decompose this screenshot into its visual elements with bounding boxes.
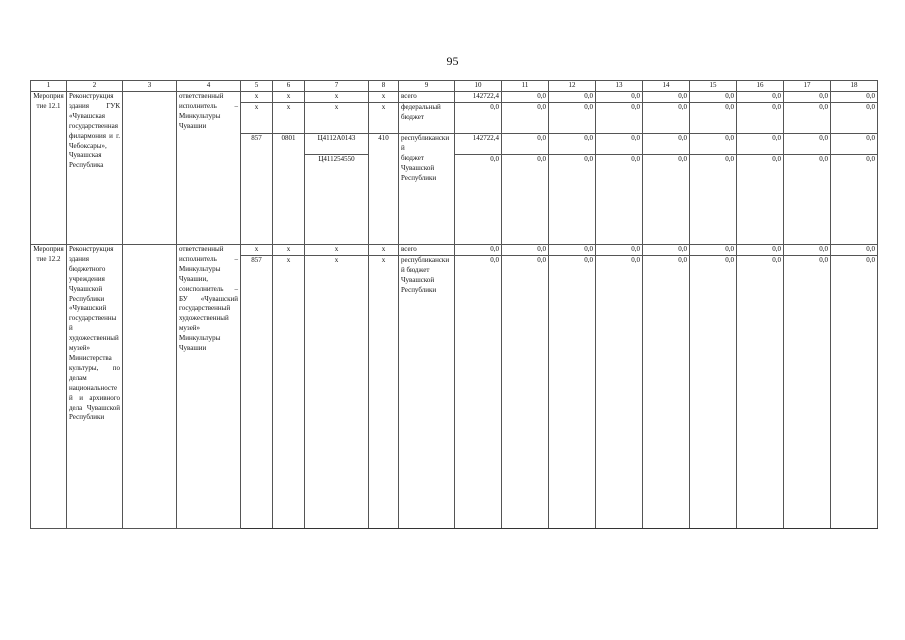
value-cell: 0,0 bbox=[690, 255, 737, 528]
cell: Ц411254550 bbox=[305, 154, 369, 245]
value-cell: 0,0 bbox=[502, 92, 549, 103]
value-cell: 0,0 bbox=[737, 245, 784, 256]
col-header: 14 bbox=[643, 81, 690, 92]
value-cell: 0,0 bbox=[690, 92, 737, 103]
cell: x bbox=[305, 255, 369, 528]
value-cell: 0,0 bbox=[643, 134, 690, 155]
value-cell: 0,0 bbox=[643, 245, 690, 256]
source-cell: всего bbox=[399, 245, 455, 256]
value-cell: 0,0 bbox=[737, 154, 784, 245]
source-cell: республиканский бюджет Чувашской Республики bbox=[399, 255, 455, 528]
budget-table bbox=[30, 80, 878, 529]
value-cell: 0,0 bbox=[502, 245, 549, 256]
value-cell: 0,0 bbox=[784, 103, 831, 134]
value-cell: 0,0 bbox=[784, 245, 831, 256]
value-cell: 0,0 bbox=[737, 255, 784, 528]
cell: x bbox=[369, 103, 399, 134]
value-cell: 0,0 bbox=[690, 134, 737, 155]
col-header: 17 bbox=[784, 81, 831, 92]
cell bbox=[369, 154, 399, 245]
value-cell: 0,0 bbox=[784, 92, 831, 103]
cell: x bbox=[369, 92, 399, 103]
col-header: 5 bbox=[241, 81, 273, 92]
value-cell: 0,0 bbox=[643, 154, 690, 245]
value-cell: 0,0 bbox=[831, 154, 878, 245]
cell: 410 bbox=[369, 134, 399, 155]
source-cell: бюджет Чувашской Республики bbox=[399, 154, 455, 245]
value-cell: 0,0 bbox=[690, 103, 737, 134]
header-row bbox=[31, 81, 878, 92]
value-cell: 0,0 bbox=[643, 103, 690, 134]
value-cell: 0,0 bbox=[455, 255, 502, 528]
value-cell: 0,0 bbox=[737, 92, 784, 103]
cell: x bbox=[241, 92, 273, 103]
value-cell: 0,0 bbox=[549, 92, 596, 103]
cell: x bbox=[369, 245, 399, 256]
value-cell: 0,0 bbox=[690, 154, 737, 245]
value-cell: 0,0 bbox=[643, 255, 690, 528]
col-header: 12 bbox=[549, 81, 596, 92]
value-cell: 0,0 bbox=[455, 245, 502, 256]
responsible-cell: ответственный исполнитель – Минкультуры Чувашии, соисполнитель – БУ «Чувашский государственный художественный музей» Минкультуры Чувашии bbox=[177, 245, 241, 529]
cell: x bbox=[305, 245, 369, 256]
col-header: 7 bbox=[305, 81, 369, 92]
value-cell: 0,0 bbox=[596, 103, 643, 134]
value-cell: 0,0 bbox=[549, 103, 596, 134]
cell bbox=[273, 154, 305, 245]
name-cell: Реконструкция здания ГУК «Чувашская государственная филармония и г. Чебоксары», Чувашская Республика bbox=[67, 92, 123, 245]
cell: x bbox=[273, 92, 305, 103]
value-cell: 0,0 bbox=[549, 255, 596, 528]
value-cell: 0,0 bbox=[596, 245, 643, 256]
col-header: 2 bbox=[67, 81, 123, 92]
col-header: 18 bbox=[831, 81, 878, 92]
cell: x bbox=[305, 103, 369, 134]
activity-cell: Мероприятие 12.1 bbox=[31, 92, 67, 245]
value-cell: 0,0 bbox=[643, 92, 690, 103]
empty-cell bbox=[123, 92, 177, 245]
value-cell: 0,0 bbox=[596, 255, 643, 528]
table-row bbox=[31, 245, 878, 256]
cell: Ц4112А0143 bbox=[305, 134, 369, 155]
col-header: 1 bbox=[31, 81, 67, 92]
table-row bbox=[31, 92, 878, 103]
col-header: 13 bbox=[596, 81, 643, 92]
value-cell: 0,0 bbox=[737, 134, 784, 155]
cell: 0801 bbox=[273, 134, 305, 155]
cell: x bbox=[369, 255, 399, 528]
cell: 857 bbox=[241, 255, 273, 528]
col-header: 8 bbox=[369, 81, 399, 92]
value-cell: 142722,4 bbox=[455, 92, 502, 103]
cell: x bbox=[305, 92, 369, 103]
empty-cell bbox=[123, 245, 177, 529]
col-header: 10 bbox=[455, 81, 502, 92]
source-cell: республиканский bbox=[399, 134, 455, 155]
value-cell: 0,0 bbox=[455, 154, 502, 245]
cell: x bbox=[273, 245, 305, 256]
value-cell: 0,0 bbox=[831, 255, 878, 528]
value-cell: 0,0 bbox=[831, 134, 878, 155]
value-cell: 0,0 bbox=[549, 134, 596, 155]
col-header: 11 bbox=[502, 81, 549, 92]
col-header: 16 bbox=[737, 81, 784, 92]
value-cell: 142722,4 bbox=[455, 134, 502, 155]
cell: x bbox=[273, 103, 305, 134]
cell: x bbox=[273, 255, 305, 528]
col-header: 6 bbox=[273, 81, 305, 92]
value-cell: 0,0 bbox=[502, 134, 549, 155]
value-cell: 0,0 bbox=[455, 103, 502, 134]
value-cell: 0,0 bbox=[502, 255, 549, 528]
value-cell: 0,0 bbox=[549, 154, 596, 245]
value-cell: 0,0 bbox=[784, 154, 831, 245]
value-cell: 0,0 bbox=[784, 255, 831, 528]
name-cell: Реконструкция здания бюджетного учреждения Чувашской Республики «Чувашский государственный художественный музей» Министерства культуры, по делам национальностей и архивного дела Чувашской Республики bbox=[67, 245, 123, 529]
col-header: 3 bbox=[123, 81, 177, 92]
value-cell: 0,0 bbox=[502, 103, 549, 134]
value-cell: 0,0 bbox=[502, 154, 549, 245]
value-cell: 0,0 bbox=[737, 103, 784, 134]
value-cell: 0,0 bbox=[831, 103, 878, 134]
value-cell: 0,0 bbox=[831, 245, 878, 256]
cell: x bbox=[241, 245, 273, 256]
value-cell: 0,0 bbox=[831, 92, 878, 103]
cell bbox=[241, 154, 273, 245]
activity-cell: Мероприятие 12.2 bbox=[31, 245, 67, 529]
value-cell: 0,0 bbox=[596, 92, 643, 103]
value-cell: 0,0 bbox=[596, 134, 643, 155]
value-cell: 0,0 bbox=[690, 245, 737, 256]
col-header: 9 bbox=[399, 81, 455, 92]
col-header: 15 bbox=[690, 81, 737, 92]
col-header: 4 bbox=[177, 81, 241, 92]
page-number: 95 bbox=[446, 54, 459, 68]
cell: 857 bbox=[241, 134, 273, 155]
value-cell: 0,0 bbox=[784, 134, 831, 155]
source-cell: федеральный бюджет bbox=[399, 103, 455, 134]
responsible-cell: ответственный исполнитель – Минкультуры Чувашии bbox=[177, 92, 241, 245]
cell: x bbox=[241, 103, 273, 134]
value-cell: 0,0 bbox=[596, 154, 643, 245]
source-cell: всего bbox=[399, 92, 455, 103]
value-cell: 0,0 bbox=[549, 245, 596, 256]
